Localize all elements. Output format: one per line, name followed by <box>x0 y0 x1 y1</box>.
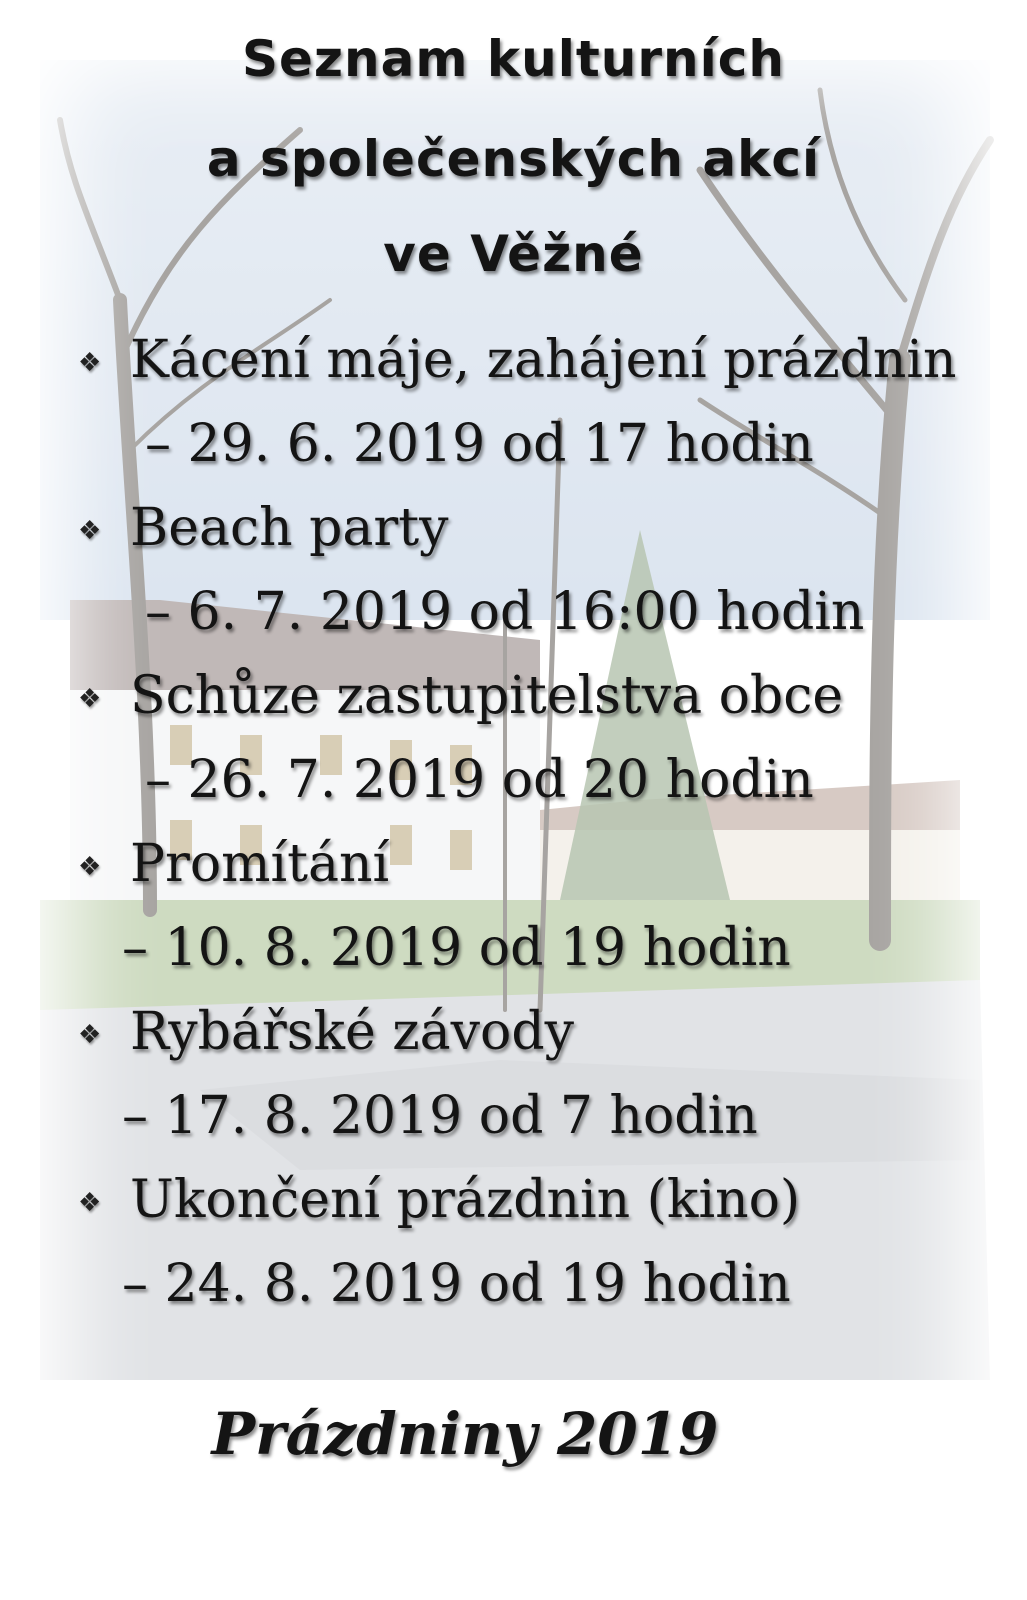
event-name: Rybářské závody <box>130 1002 575 1062</box>
event-name: Kácení máje, zahájení prázdnin <box>130 330 957 390</box>
event-date: – 6. 7. 2019 od 16:00 hodin <box>145 582 865 642</box>
event-date: – 17. 8. 2019 od 7 hodin <box>122 1086 758 1146</box>
event-item <box>0 666 1027 834</box>
diamond-bullet-icon: ❖ <box>78 516 102 546</box>
diamond-bullet-icon: ❖ <box>78 1020 102 1050</box>
event-date: – 24. 8. 2019 od 19 hodin <box>122 1254 791 1314</box>
title-line-3: ve Věžné <box>383 225 644 283</box>
event-date: – 29. 6. 2019 od 17 hodin <box>145 414 814 474</box>
event-name: Schůze zastupitelstva obce <box>130 666 844 726</box>
event-name: Promítání <box>130 834 390 894</box>
event-item <box>0 498 1027 666</box>
event-item <box>0 1170 1027 1338</box>
diamond-bullet-icon: ❖ <box>78 1188 102 1218</box>
event-name: Beach party <box>130 498 449 558</box>
event-list <box>0 330 1027 1338</box>
diamond-bullet-icon: ❖ <box>78 684 102 714</box>
title-line-2: a společenských akcí <box>206 130 821 188</box>
event-name: Ukončení prázdnin (kino) <box>130 1170 801 1230</box>
event-date: – 26. 7. 2019 od 20 hodin <box>145 750 814 810</box>
event-date: – 10. 8. 2019 od 19 hodin <box>122 918 791 978</box>
diamond-bullet-icon: ❖ <box>78 348 102 378</box>
event-item <box>0 834 1027 1002</box>
footer-caption: Prázdniny 2019 <box>211 1400 719 1468</box>
diamond-bullet-icon: ❖ <box>78 852 102 882</box>
event-item <box>0 330 1027 498</box>
title-line-1: Seznam kulturních <box>242 30 785 88</box>
event-item <box>0 1002 1027 1170</box>
